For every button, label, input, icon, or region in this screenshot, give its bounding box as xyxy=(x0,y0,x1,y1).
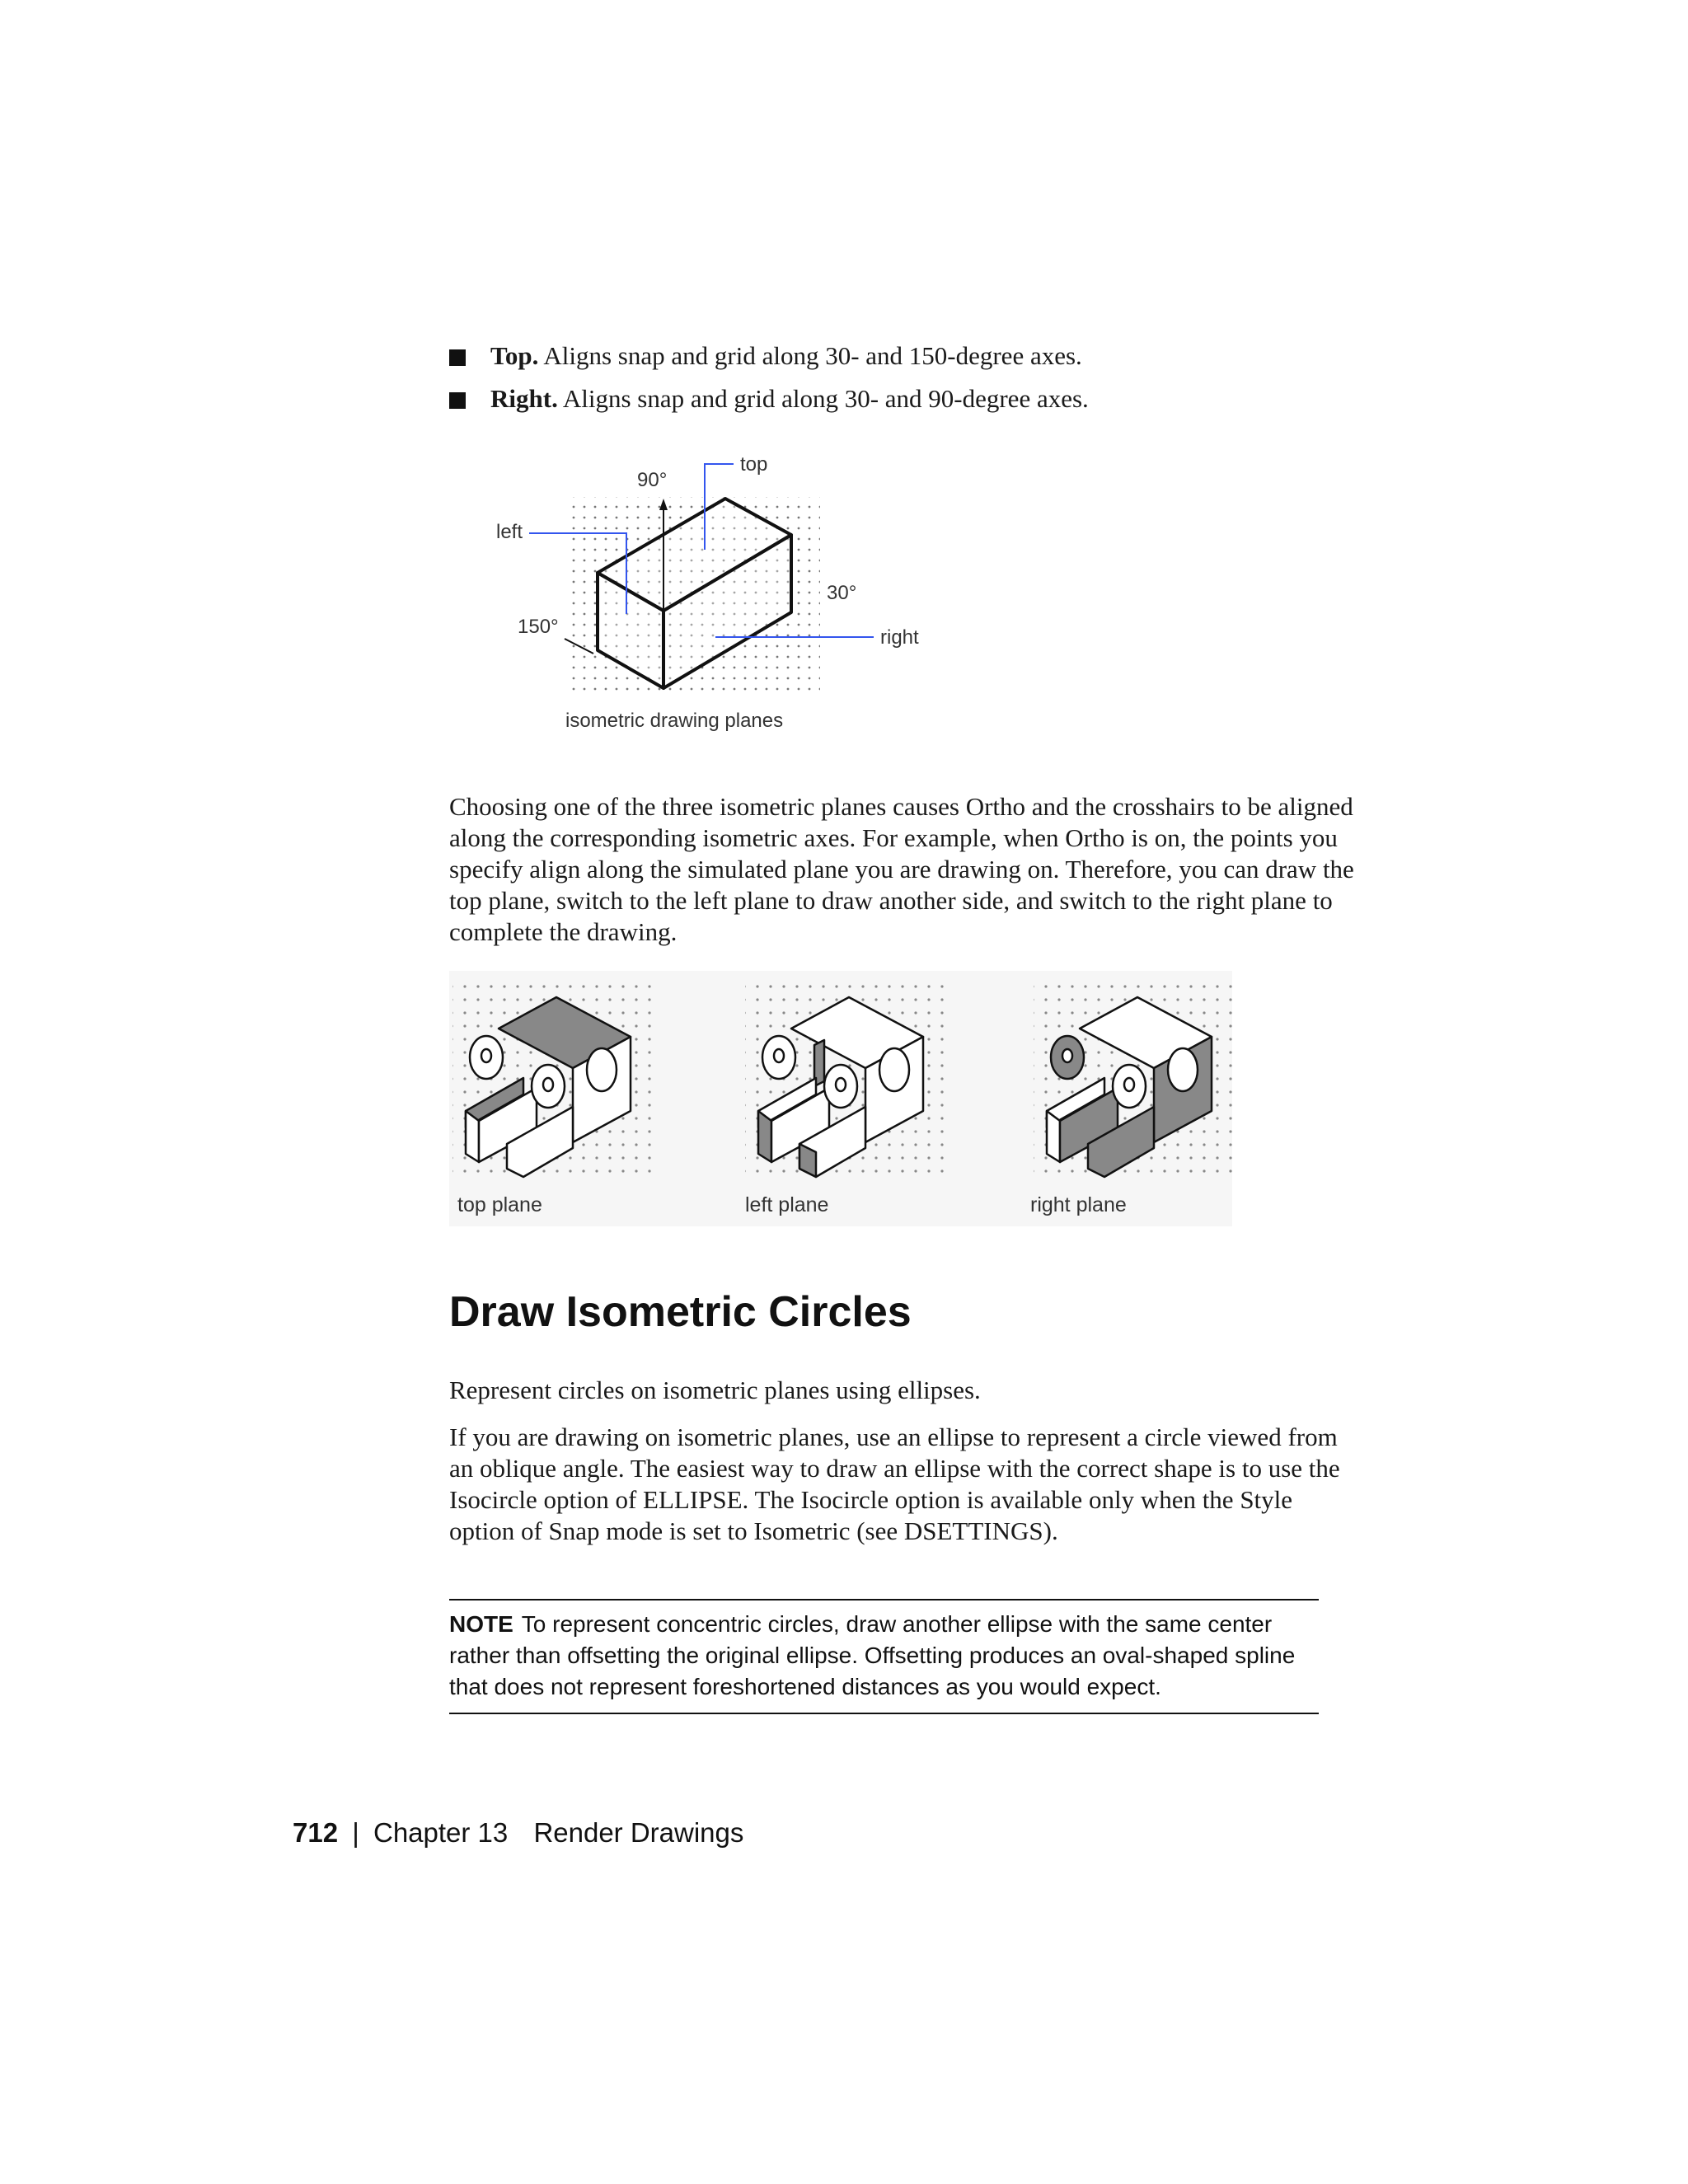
panel-right-plane xyxy=(1030,976,1232,1216)
isometric-planes-figure xyxy=(486,441,948,746)
label-top: top xyxy=(740,453,768,476)
note-text: To represent concentric circles, draw another ellipse with the same center rather than offsetting the original ellipse. Offsetting produces an oval-shaped spline that does not represent foreshortened distances as you would expect. xyxy=(449,1611,1296,1699)
page-footer xyxy=(293,1817,743,1849)
bullet-item-top xyxy=(449,340,1356,373)
bullet-square-icon xyxy=(449,392,466,409)
caption-left-plane: left plane xyxy=(745,1193,829,1216)
label-150-degrees: 150° xyxy=(518,616,559,638)
bullet-list xyxy=(449,340,1356,425)
label-30-degrees: 30° xyxy=(827,582,857,604)
caption-top-plane: top plane xyxy=(457,1193,542,1216)
bullet-square-icon xyxy=(449,349,466,366)
bullet-term: Top. xyxy=(490,341,539,370)
note-box xyxy=(449,1599,1319,1714)
plane-examples-figure xyxy=(449,971,1232,1226)
figure-caption: isometric drawing planes xyxy=(565,710,784,732)
note-label: NOTE xyxy=(449,1611,513,1637)
body-paragraph-1: Choosing one of the three isometric planes causes Ortho and the crosshairs to be aligned along the corresponding isometric axes. For example, when Ortho is on, the points you specify align along the simulated plane you are drawing on. Therefore, you can draw the top plane, switch to the left plane to draw another side, and switch to the right plane to complete the drawing. xyxy=(449,792,1354,946)
footer-separator: | xyxy=(352,1817,359,1848)
page-number: 712 xyxy=(293,1817,339,1848)
panel-top-plane xyxy=(452,976,655,1216)
body-paragraph-2: Represent circles on isometric planes using ellipses. xyxy=(449,1376,981,1404)
label-90-degrees: 90° xyxy=(637,469,668,491)
bullet-text: Aligns snap and grid along 30- and 150-degree axes. xyxy=(543,341,1082,370)
body-paragraph-3: If you are drawing on isometric planes, use an ellipse to represent a circle viewed from an oblique angle. The easiest way to draw an ellipse with the correct shape is to use the Isocircle option of ELLIPSE. The Isocircle option is available only when the Style option of Snap mode is set to Isometric (see DSETTINGS). xyxy=(449,1422,1340,1545)
section-heading: Draw Isometric Circles xyxy=(449,1288,912,1336)
label-left: left xyxy=(496,521,523,543)
panel-left-plane xyxy=(745,976,948,1216)
bullet-text: Aligns snap and grid along 30- and 90-degree axes. xyxy=(562,384,1089,413)
chapter-title: Render Drawings xyxy=(533,1817,744,1848)
chapter-label: Chapter 13 xyxy=(373,1817,509,1848)
caption-right-plane: right plane xyxy=(1030,1193,1127,1216)
bullet-item-right xyxy=(449,382,1356,415)
label-right: right xyxy=(880,626,919,649)
bullet-term: Right. xyxy=(490,384,558,413)
